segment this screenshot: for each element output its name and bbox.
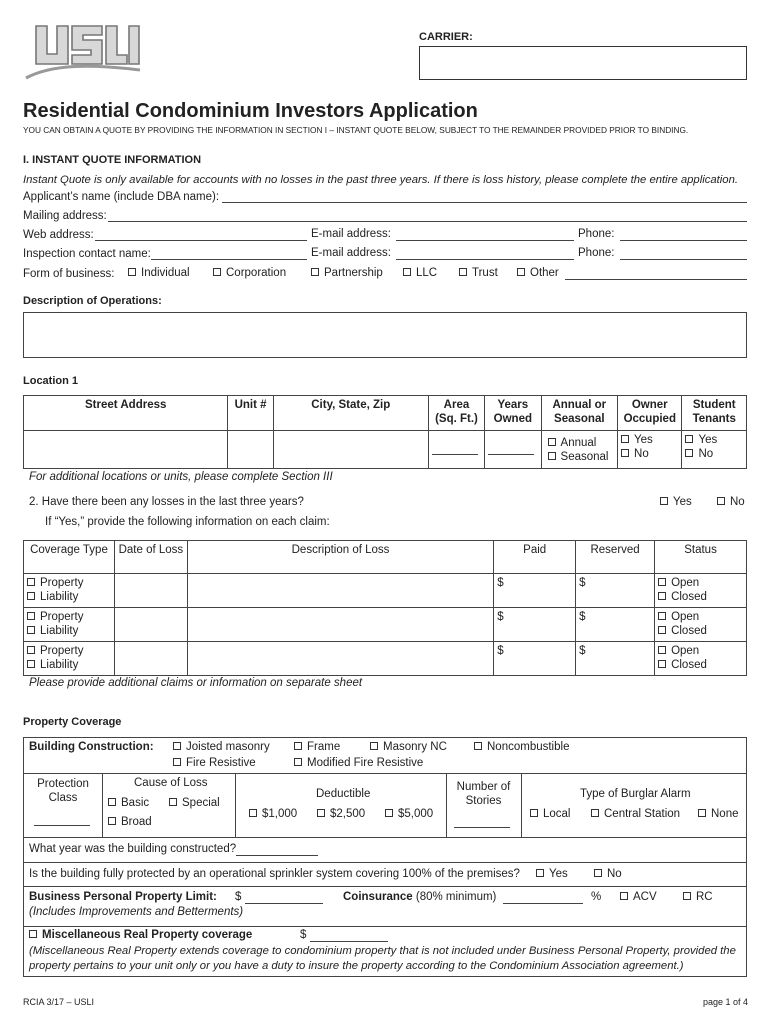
carrier-label: CARRIER: (419, 31, 473, 43)
student-no-option[interactable]: No (685, 447, 743, 461)
bpp-label: Business Personal Property Limit: (29, 891, 217, 903)
col-street: Street Address (24, 396, 228, 431)
annual-cell (541, 431, 618, 469)
bpp-note: (Includes Improvements and Betterments) (29, 906, 244, 918)
coinsurance-field[interactable] (503, 892, 583, 904)
checkbox-icon[interactable] (620, 892, 628, 900)
phone-label: Phone: (578, 228, 615, 240)
burglar-alarm-label: Type of Burglar Alarm (580, 788, 691, 800)
phone-label-2: Phone: (578, 247, 615, 259)
coinsurance-label: Coinsurance (343, 891, 413, 903)
business-form-label: Form of business: (23, 268, 115, 280)
checkbox-icon[interactable] (474, 742, 482, 750)
col-coverage: Coverage Type (24, 541, 115, 574)
deductible-label: Deductible (316, 788, 371, 800)
protection-class-label: Protection Class (37, 778, 89, 804)
checkbox-icon[interactable] (591, 809, 599, 817)
checkbox-icon[interactable] (403, 268, 411, 276)
misc-field[interactable] (310, 930, 388, 942)
losses-followup: If “Yes,” provide the following information on each claim: (45, 516, 330, 528)
checkbox-icon[interactable] (658, 612, 666, 620)
description-cell[interactable] (187, 608, 493, 642)
checkbox-icon[interactable] (717, 497, 725, 505)
col-annual: Annual or Seasonal (541, 396, 618, 431)
fire-resistive-option[interactable]: Fire Resistive (173, 757, 256, 769)
page-number: page 1 of 4 (702, 997, 748, 1007)
checkbox-icon[interactable] (249, 809, 257, 817)
business-partnership-option[interactable]: Partnership (311, 267, 383, 279)
checkbox-icon[interactable] (27, 646, 35, 654)
checkbox-icon[interactable] (683, 892, 691, 900)
modified-fire-resistive-option[interactable]: Modified Fire Resistive (294, 757, 423, 769)
stories-label: Number of Stories (456, 781, 511, 807)
inspection-label: Inspection contact name: (23, 248, 151, 260)
checkbox-icon[interactable] (594, 869, 602, 877)
student-cell (682, 431, 747, 469)
col-owner: Owner Occupied (618, 396, 682, 431)
email-field[interactable] (396, 229, 574, 241)
status-cell (655, 642, 747, 676)
checkbox-icon[interactable] (317, 809, 325, 817)
checkbox-icon[interactable] (658, 646, 666, 654)
owner-cell (618, 431, 682, 469)
area-field[interactable] (432, 444, 478, 455)
checkbox-icon[interactable] (658, 592, 666, 600)
status-cell (655, 574, 747, 608)
coverage-cell (24, 642, 115, 676)
property-option[interactable]: Property (27, 576, 111, 590)
checkbox-icon[interactable] (108, 817, 116, 825)
area-cell[interactable] (428, 431, 484, 469)
bpp-field[interactable] (245, 892, 323, 904)
coinsurance-row (343, 891, 496, 903)
section1-heading: I. INSTANT QUOTE INFORMATION (23, 154, 202, 166)
alarm-central-option[interactable]: Central Station (591, 808, 680, 820)
reserved-cell[interactable]: $ (576, 574, 655, 608)
checkbox-icon[interactable] (173, 758, 181, 766)
checkbox-icon[interactable] (29, 930, 37, 938)
sprinkler-no-option[interactable]: No (594, 868, 622, 880)
property-option[interactable]: Property (27, 610, 111, 624)
checkbox-icon[interactable] (128, 268, 136, 276)
checkbox-icon[interactable] (548, 452, 556, 460)
usli-logo (22, 20, 142, 82)
claims-table (23, 540, 747, 676)
checkbox-icon[interactable] (173, 742, 181, 750)
deductible-1000-option[interactable]: $1,000 (249, 808, 297, 820)
sprinkler-yes-option[interactable]: Yes (536, 868, 568, 880)
email-label: E-mail address: (311, 228, 391, 240)
student-yes-option[interactable]: Yes (685, 433, 743, 447)
alarm-local-option[interactable]: Local (530, 808, 571, 820)
email-field-2[interactable] (396, 248, 574, 260)
paid-cell[interactable]: $ (494, 574, 576, 608)
construction-label: Building Construction: (29, 741, 154, 753)
col-student: Student Tenants (682, 396, 747, 431)
checkbox-icon[interactable] (530, 809, 538, 817)
reserved-cell[interactable]: $ (576, 608, 655, 642)
years-field[interactable] (488, 444, 534, 455)
location-footnote: For additional locations or units, please complete Section III (29, 471, 333, 483)
checkbox-icon[interactable] (517, 268, 525, 276)
closed-option[interactable]: Closed (658, 624, 743, 638)
location-heading: Location 1 (23, 375, 79, 387)
misc-dollar: $ (300, 929, 307, 941)
phone-field[interactable] (620, 229, 747, 241)
col-paid: Paid (494, 541, 576, 574)
checkbox-icon[interactable] (621, 435, 629, 443)
frame-option[interactable]: Frame (294, 741, 340, 753)
web-label: Web address: (23, 229, 94, 241)
checkbox-icon[interactable] (621, 449, 629, 457)
years-cell[interactable] (485, 431, 541, 469)
reserved-cell[interactable]: $ (576, 642, 655, 676)
col-reserved: Reserved (576, 541, 655, 574)
misc-option[interactable]: Miscellaneous Real Property coverage (29, 929, 252, 941)
checkbox-icon[interactable] (658, 626, 666, 634)
seasonal-option[interactable]: Seasonal (545, 450, 615, 464)
street-cell[interactable] (24, 431, 228, 469)
checkbox-icon[interactable] (169, 798, 177, 806)
web-field[interactable] (95, 229, 307, 241)
col-status: Status (655, 541, 747, 574)
rc-option[interactable]: RC (683, 891, 713, 903)
losses-yes-option[interactable]: Yes (660, 496, 692, 508)
instant-quote-note: Instant Quote is only available for accounts with no losses in the past three years. If there is loss history, please complete the entire application. (23, 174, 739, 186)
phone-field-2[interactable] (620, 248, 747, 260)
claim-row (24, 574, 747, 608)
joisted-masonry-option[interactable]: Joisted masonry (173, 741, 270, 753)
checkbox-icon[interactable] (536, 869, 544, 877)
col-city: City, State, Zip (273, 396, 428, 431)
col-unit: Unit # (228, 396, 273, 431)
form-code: RCIA 3/17 – USLI (23, 997, 95, 1007)
checkbox-icon[interactable] (658, 660, 666, 668)
acv-option[interactable]: ACV (620, 891, 657, 903)
status-cell (655, 608, 747, 642)
col-area: Area (Sq. Ft.) (428, 396, 484, 431)
carrier-box[interactable] (419, 46, 747, 80)
city-cell[interactable] (273, 431, 428, 469)
checkbox-icon[interactable] (685, 449, 693, 457)
claims-footnote: Please provide additional claims or information on separate sheet (29, 677, 363, 689)
checkbox-icon[interactable] (685, 435, 693, 443)
liability-option[interactable]: Liability (27, 624, 111, 638)
date-cell[interactable] (114, 574, 187, 608)
page-subtitle: YOU CAN OBTAIN A QUOTE BY PROVIDING THE INFORMATION IN SECTION I – INSTANT QUOTE BELOW, SUBJECT TO THE REMAINDER PROVIDED PRIOR TO BINDING. (23, 125, 689, 135)
checkbox-icon[interactable] (294, 758, 302, 766)
property-option[interactable]: Property (27, 644, 111, 658)
business-other-field[interactable] (565, 268, 747, 280)
page-title: Residential Condominium Investors Application (23, 100, 478, 122)
open-option[interactable]: Open (658, 644, 743, 658)
closed-option[interactable]: Closed (658, 658, 743, 672)
masonry-nc-option[interactable]: Masonry NC (370, 741, 447, 753)
coverage-cell (24, 574, 115, 608)
year-built-field[interactable] (236, 844, 318, 856)
claim-row (24, 608, 747, 642)
checkbox-icon[interactable] (658, 578, 666, 586)
alarm-none-option[interactable]: None (698, 808, 739, 820)
date-cell[interactable] (114, 608, 187, 642)
bpp-dollar: $ (235, 891, 242, 903)
year-built-label: What year was the building constructed? (29, 843, 237, 855)
cause-of-loss-label: Cause of Loss (134, 777, 208, 789)
checkbox-icon[interactable] (311, 268, 319, 276)
operations-heading: Description of Operations: (23, 295, 162, 307)
losses-no-option[interactable]: No (717, 496, 745, 508)
col-description: Description of Loss (187, 541, 493, 574)
losses-question: 2. Have there been any losses in the last three years? (29, 496, 304, 508)
location-table (23, 395, 747, 469)
deductible-2500-option[interactable]: $2,500 (317, 808, 365, 820)
percent-sign: % (591, 891, 602, 903)
checkbox-icon[interactable] (27, 612, 35, 620)
checkbox-icon[interactable] (27, 660, 35, 668)
col-years: Years Owned (485, 396, 541, 431)
business-other-option[interactable]: Other (517, 267, 559, 279)
annual-option[interactable]: Annual (545, 436, 615, 450)
checkbox-icon[interactable] (385, 809, 393, 817)
coverage-cell (24, 608, 115, 642)
special-option[interactable]: Special (169, 797, 220, 809)
basic-option[interactable]: Basic (108, 797, 149, 809)
liability-option[interactable]: Liability (27, 590, 111, 604)
checkbox-icon[interactable] (548, 438, 556, 446)
open-option[interactable]: Open (658, 610, 743, 624)
open-option[interactable]: Open (658, 576, 743, 590)
paid-cell[interactable]: $ (494, 642, 576, 676)
unit-cell[interactable] (228, 431, 273, 469)
protection-class-field[interactable] (34, 814, 90, 826)
business-llc-option[interactable]: LLC (403, 267, 437, 279)
mailing-label: Mailing address: (23, 210, 107, 222)
checkbox-icon[interactable] (660, 497, 668, 505)
closed-option[interactable]: Closed (658, 590, 743, 604)
paid-cell[interactable]: $ (494, 608, 576, 642)
operations-box[interactable] (23, 312, 747, 358)
checkbox-icon[interactable] (294, 742, 302, 750)
applicant-label: Applicant’s name (include DBA name): (23, 191, 220, 203)
email-label-2: E-mail address: (311, 247, 391, 259)
col-date: Date of Loss (114, 541, 187, 574)
sprinkler-question: Is the building fully protected by an operational sprinkler system covering 100% of the premises? (29, 868, 520, 880)
stories-field[interactable] (454, 816, 510, 828)
applicant-field[interactable] (222, 191, 747, 203)
business-individual-option[interactable]: Individual (128, 267, 190, 279)
description-cell[interactable] (187, 574, 493, 608)
property-heading: Property Coverage (23, 716, 122, 728)
claim-row (24, 642, 747, 676)
date-cell[interactable] (114, 642, 187, 676)
checkbox-icon[interactable] (27, 592, 35, 600)
coinsurance-note: (80% minimum) (415, 891, 497, 903)
liability-option[interactable]: Liability (27, 658, 111, 672)
broad-option[interactable]: Broad (108, 816, 152, 828)
checkbox-icon[interactable] (698, 809, 706, 817)
mailing-field[interactable] (108, 210, 747, 222)
business-corporation-option[interactable]: Corporation (213, 267, 286, 279)
deductible-5000-option[interactable]: $5,000 (385, 808, 433, 820)
checkbox-icon[interactable] (27, 626, 35, 634)
checkbox-icon[interactable] (370, 742, 378, 750)
checkbox-icon[interactable] (27, 578, 35, 586)
inspection-field[interactable] (151, 248, 307, 260)
misc-note: (Miscellaneous Real Property extends coverage to condominium property that is not included under Business Personal Property, provided the property pertains to your unit only or you have a duty to insure the property according to the Condominium Association agreement.) (29, 945, 736, 972)
noncombustible-option[interactable]: Noncombustible (474, 741, 569, 753)
owner-yes-option[interactable]: Yes (621, 433, 678, 447)
business-trust-option[interactable]: Trust (459, 267, 498, 279)
owner-no-option[interactable]: No (621, 447, 678, 461)
description-cell[interactable] (187, 642, 493, 676)
checkbox-icon[interactable] (213, 268, 221, 276)
checkbox-icon[interactable] (459, 268, 467, 276)
checkbox-icon[interactable] (108, 798, 116, 806)
